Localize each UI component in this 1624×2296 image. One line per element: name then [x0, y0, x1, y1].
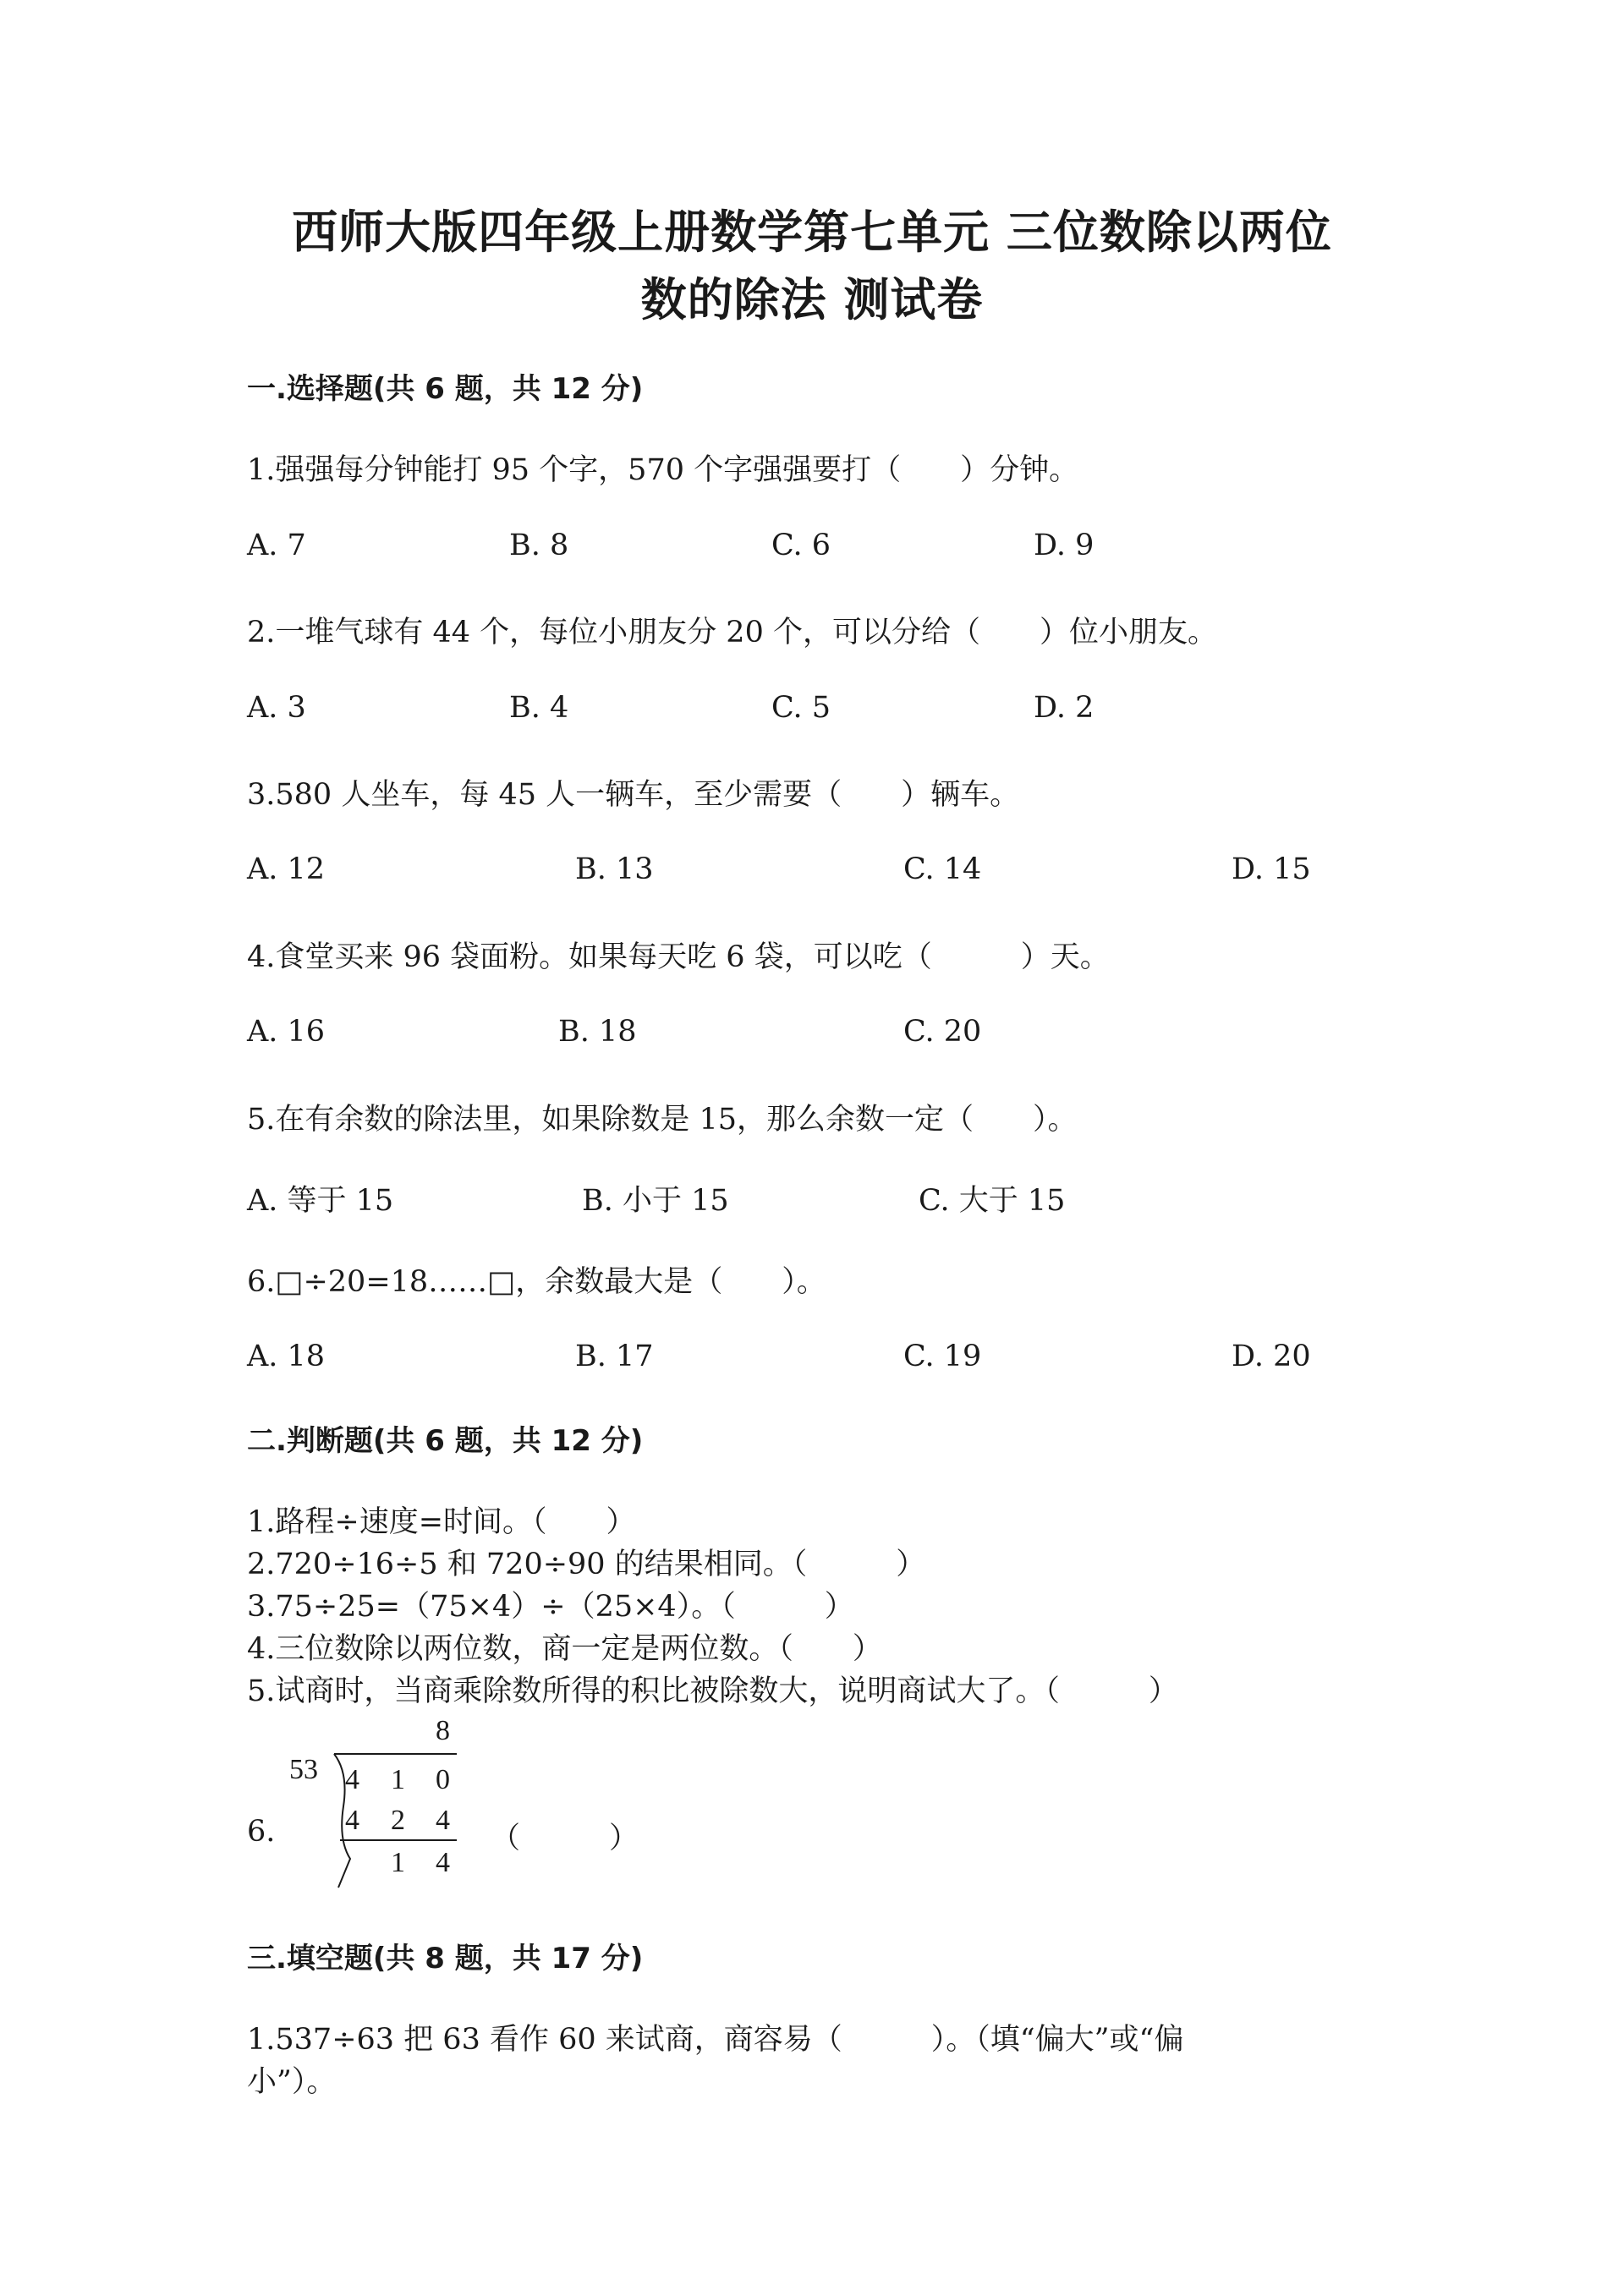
option-c: C. 14 [903, 852, 982, 886]
question-text: 5.试商时，当商乘除数所得的积比被除数大，说明商试大了。（ ） [247, 1674, 1178, 1708]
option-b: B. 18 [558, 1015, 637, 1049]
option-d: D. 2 [1034, 691, 1095, 725]
option-c: C. 6 [771, 529, 831, 562]
option-c: C. 大于 15 [919, 1184, 1066, 1218]
option-a: A. 7 [247, 529, 306, 562]
question-text: 5.在有余数的除法里，如果除数是 15，那么余数一定（ ）。 [247, 1103, 1078, 1137]
question-text: 1.强强每分钟能打 95 个字，570 个字强强要打（ ）分钟。 [247, 453, 1079, 487]
section-heading-judgment: 二.判断题(共 6 题，共 12 分) [247, 1424, 644, 1458]
question-text: 3.580 人坐车，每 45 人一辆车，至少需要（ ）辆车。 [247, 778, 1020, 812]
option-c: C. 5 [771, 691, 831, 725]
question-text: 3.75÷25=（75×4）÷（25×4）。（ ） [247, 1590, 854, 1624]
long-division-figure [288, 1713, 465, 1891]
question-text: 6.□÷20=18……□，余数最大是（ ）。 [247, 1265, 826, 1299]
option-a: A. 18 [247, 1340, 326, 1373]
section-heading-fill: 三.填空题(共 8 题，共 17 分) [247, 1942, 644, 1975]
divisor: 53 [289, 1754, 318, 1785]
question-text: 4.食堂买来 96 袋面粉。如果每天吃 6 袋，可以吃（ ）天。 [247, 940, 1110, 974]
option-d: D. 15 [1232, 852, 1311, 886]
option-c: C. 20 [903, 1015, 982, 1049]
question-text: 1.537÷63 把 63 看作 60 来试商，商容易（ ）。（填“偏大”或“偏 [247, 2023, 1184, 2057]
option-a: A. 12 [247, 852, 326, 886]
option-b: B. 8 [509, 529, 569, 562]
option-a: A. 等于 15 [247, 1184, 394, 1218]
option-b: B. 17 [575, 1340, 654, 1373]
option-d: D. 20 [1232, 1340, 1311, 1373]
remainder-digit: 1 [391, 1847, 405, 1878]
option-b: B. 13 [575, 852, 654, 886]
dividend-digit: 1 [391, 1764, 405, 1795]
remainder-digit: 4 [436, 1847, 450, 1878]
option-b: B. 小于 15 [582, 1184, 729, 1218]
answer-blank: （ ） [491, 1822, 639, 1855]
dividend-digit: 4 [345, 1764, 359, 1795]
question-text: 1.路程÷速度=时间。（ ） [247, 1505, 636, 1539]
section-heading-choice: 一.选择题(共 6 题，共 12 分) [247, 372, 644, 406]
question-text-continued: 小”）。 [247, 2065, 337, 2099]
option-a: A. 16 [247, 1015, 326, 1049]
option-c: C. 19 [903, 1340, 982, 1373]
option-a: A. 3 [247, 691, 306, 725]
option-b: B. 4 [509, 691, 569, 725]
option-d: D. 9 [1034, 529, 1095, 562]
question-text: 4.三位数除以两位数，商一定是两位数。（ ） [247, 1632, 882, 1666]
question-number: 6. [247, 1815, 276, 1849]
page-title-line1: 西师大版四年级上册数学第七单元 三位数除以两位 [292, 205, 1332, 259]
dividend-digit: 0 [436, 1764, 450, 1795]
quotient-digit: 8 [436, 1715, 450, 1746]
product-digit: 4 [436, 1805, 450, 1836]
product-digit: 4 [345, 1805, 359, 1836]
product-digit: 2 [391, 1805, 405, 1836]
page-title-line2: 数的除法 测试卷 [640, 273, 984, 326]
question-text: 2.一堆气球有 44 个，每位小朋友分 20 个，可以分给（ ）位小朋友。 [247, 616, 1217, 649]
question-text: 2.720÷16÷5 和 720÷90 的结果相同。（ ） [247, 1548, 926, 1581]
